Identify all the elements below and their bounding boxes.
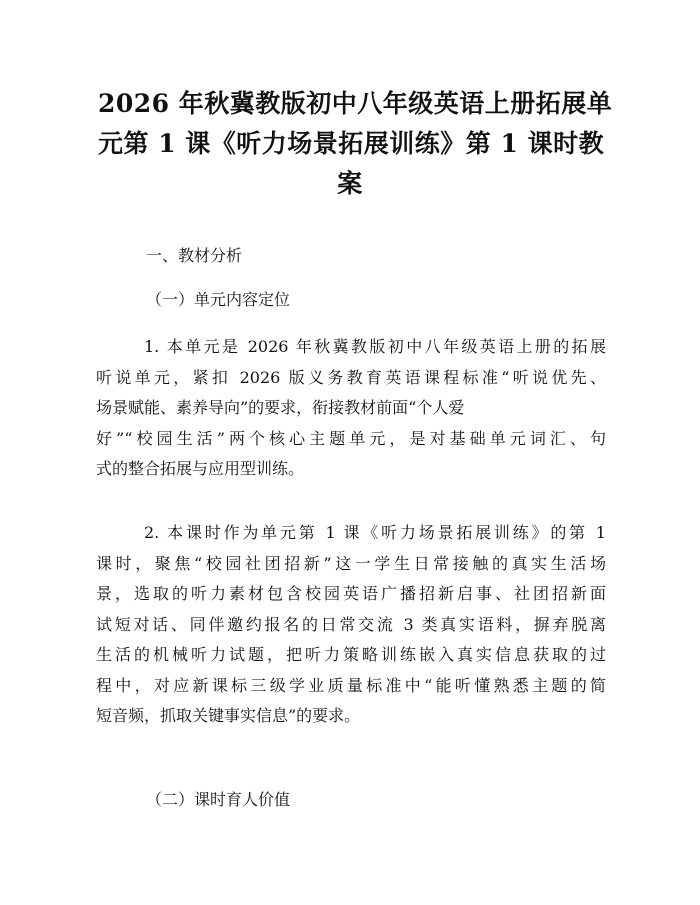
subsection-heading-educational-value: （二）课时育人价值 [146, 790, 291, 809]
paragraph-line: 听说单元，紧扣 2026 版义务教育英语课程标准“听说优先、 [96, 367, 606, 387]
title-line: 元第 1 课《听力场景拓展训练》第 1 课时教 [98, 129, 605, 158]
paragraph-line: 生活的机械听力试题，把听力策略训练嵌入真实信息获取的过 [96, 645, 606, 664]
title-line: 案 [337, 169, 363, 198]
paragraph-line: 程中，对应新课标三级学业质量标准中“能听懂熟悉主题的简 [96, 675, 606, 695]
paragraph-line: 2. 本课时作为单元第 1 课《听力场景拓展训练》的第 1 [144, 523, 606, 542]
paragraph-unit-positioning-2 [96, 518, 606, 732]
document-title [98, 84, 613, 204]
paragraph-line: 试短对话、同伴邀约报名的日常交流 3 类真实语料，摒弃脱离 [96, 614, 606, 634]
paragraph-line: 景，选取的听力素材包含校园英语广播招新启事、社团招新面 [96, 584, 606, 603]
subsection-heading-unit-positioning: （一）单元内容定位 [146, 290, 291, 309]
title-line: 2026 年秋冀教版初中八年级英语上册拓展单 [98, 89, 613, 118]
paragraph-line: 场景赋能、素养导向”的要求，衔接教材前面“个人爱 [96, 398, 465, 417]
paragraph-line: 式的整合拓展与应用型训练。 [96, 459, 305, 478]
paragraph-line: 短音频，抓取关键事实信息”的要求。 [96, 706, 361, 725]
section-heading-teaching-material-analysis: 一、教材分析 [146, 246, 243, 265]
paragraph-line: 课时，聚焦“校园社团招新”这一学生日常接触的真实生活场 [96, 553, 606, 573]
paragraph-line: 1. 本单元是 2026 年秋冀教版初中八年级英语上册的拓展 [144, 337, 606, 356]
paragraph-line: 好”“校园生活”两个核心主题单元，是对基础单元词汇、句 [96, 428, 606, 448]
paragraph-unit-positioning-1 [96, 332, 606, 485]
